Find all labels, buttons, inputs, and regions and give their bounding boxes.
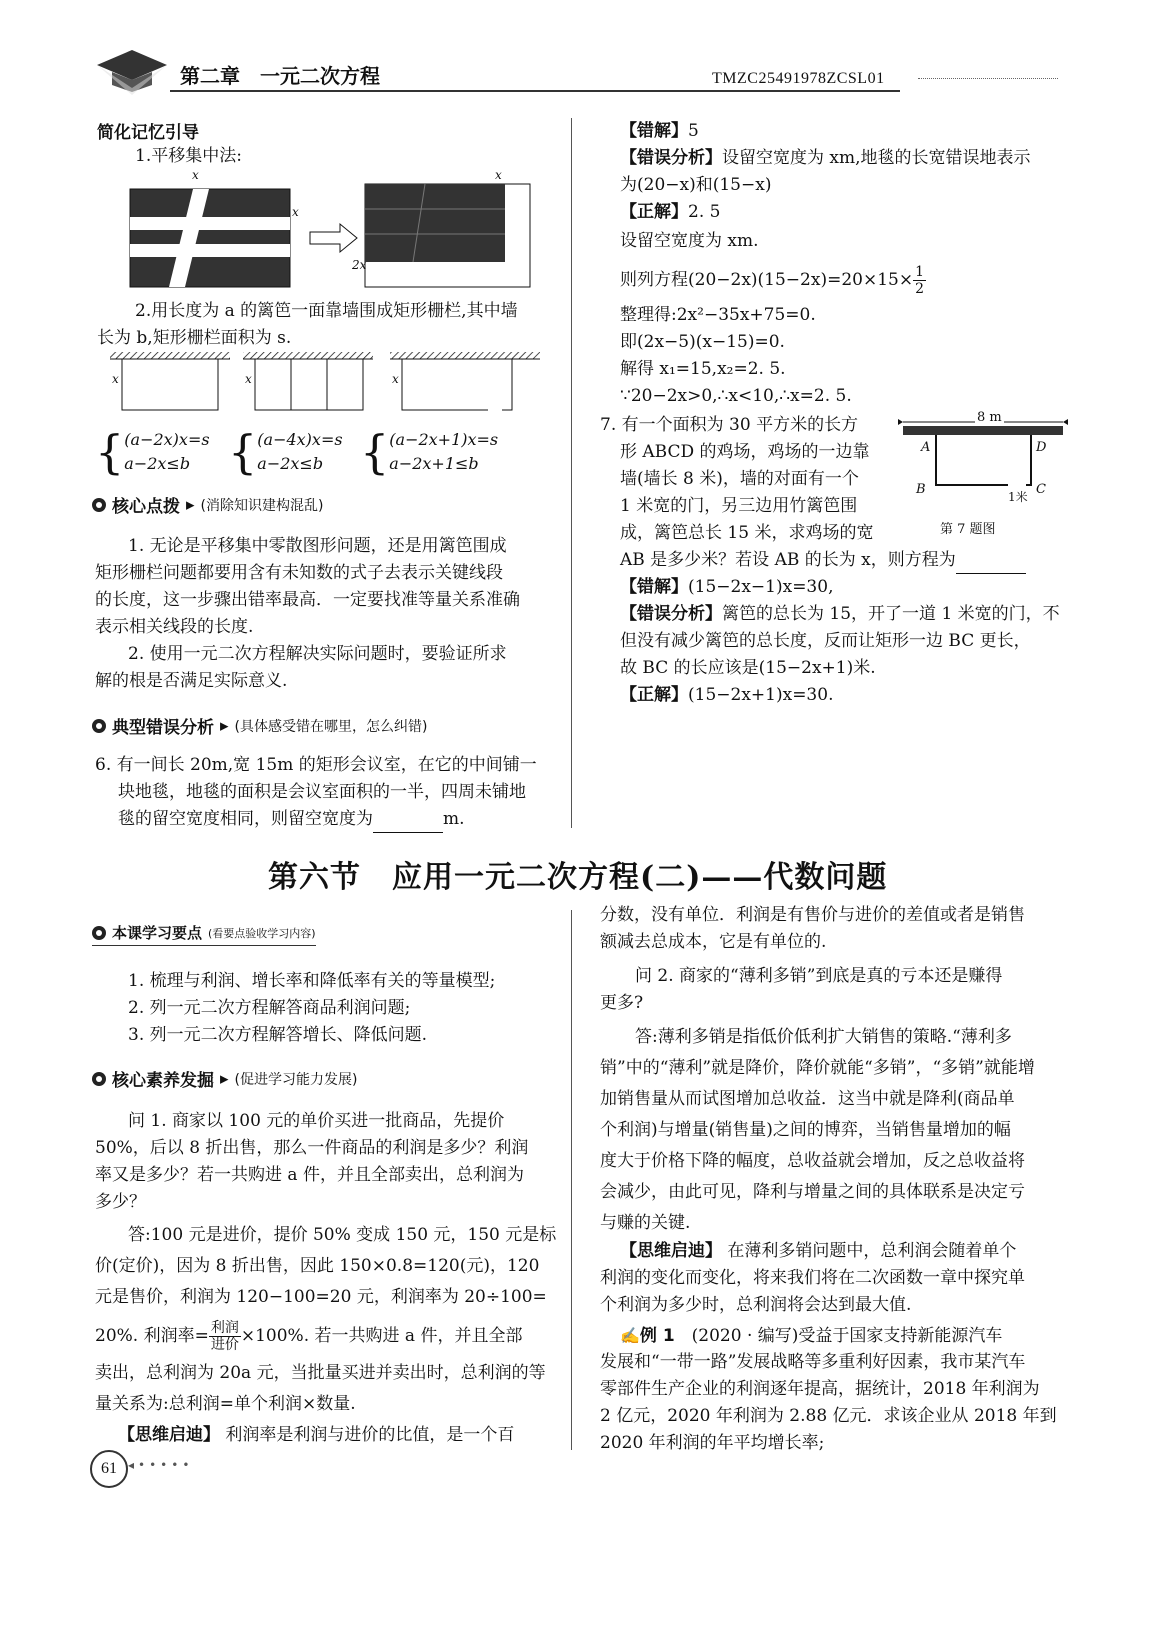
example-line-3: 零部件生产企业的利润逐年提高，据统计，2018 年利润为 — [600, 1379, 1040, 1399]
q7-correct-line — [620, 682, 833, 709]
q7-l6-text: AB 是多少米？若设 AB 的长为 x，则方程为 — [620, 550, 956, 570]
q7-l6 — [620, 547, 1026, 574]
q7-l4: 1 米宽的门，另三边用竹篱笆围 — [620, 496, 858, 516]
example-line-4: 2 亿元，2020 年利润为 2.88 亿元．求该企业从 2018 年到 — [600, 1406, 1057, 1426]
a2-l4: 个利润)与增量(销售量)之间的博弈，当销售量增加的幅 — [600, 1120, 1011, 1140]
analysis-label: 【错误分析】 — [620, 148, 722, 168]
cont-l1: 分数，没有单位．利润是有售价与进价的差值或者是销售 — [600, 905, 1025, 925]
step-2 — [620, 264, 926, 297]
q1-l2: 50%，后以 8 折出售，那么一件商品的利润是多少？利润 — [95, 1138, 529, 1158]
wrong-label: 【错解】 — [620, 121, 688, 141]
error-heading — [92, 713, 427, 738]
analysis-line2: 为(20−x)和(15−x) — [620, 175, 772, 195]
core-p1-l2: 矩形栅栏问题都要用含有未知数的式子去表示关键线段 — [95, 563, 503, 583]
a2-l7: 与赚的关键. — [600, 1213, 691, 1233]
book-code: TMZC25491978ZCSL01 — [712, 70, 885, 87]
column-divider-bottom — [571, 910, 572, 1450]
think-text-right-1: 在薄利多销问题中，总利润会随着单个 — [727, 1241, 1017, 1261]
fence-label-x1: x — [112, 372, 119, 386]
a1-l2: 价(定价)，因为 8 折出售，因此 150×0.8=120(元)，120 — [95, 1256, 540, 1276]
wrong-answer: 5 — [688, 121, 699, 141]
system-3: { (a−2x+1)x=s a−2x+1≤b — [360, 425, 499, 479]
step-2-text: 则列方程(20−2x)(15−2x)=20×15× — [620, 270, 914, 290]
q6-answer-blank[interactable] — [373, 814, 443, 833]
think-label-right: 【思维启迪】 — [620, 1241, 722, 1261]
frac-den: 2 — [915, 281, 925, 297]
chapter-title: 第二章 一元二次方程 — [180, 64, 380, 88]
step-5: 解得 x₁=15,x₂=2. 5. — [620, 359, 786, 379]
think-line-right-2: 利润的变化而变化，将来我们将在二次函数一章中探究单 — [600, 1268, 1025, 1288]
step-1: 设留空宽度为 xm. — [620, 231, 759, 251]
profit-rate-fraction — [209, 1320, 241, 1353]
header-rule — [170, 90, 900, 92]
fig-label-x-right: x — [292, 205, 299, 219]
example-line-5: 2020 年利润的年平均增长率; — [600, 1433, 825, 1453]
page-number-badge — [90, 1450, 128, 1488]
q7-analysis-label: 【错误分析】 — [620, 604, 722, 624]
graduation-cap-icon — [92, 40, 172, 95]
q7-correct-label: 【正解】 — [620, 685, 688, 705]
a1-l4 — [95, 1320, 522, 1353]
lit-title: 核心素养发掘 — [112, 1071, 214, 1091]
q6-l3-text: 毯的留空宽度相同，则留空宽度为 — [118, 809, 373, 829]
q7-analysis-l2: 但没有减少篱笆的总长度，反而让矩形一边 BC 更长， — [620, 631, 1031, 651]
item1-text: 1.平移集中法: — [135, 146, 242, 166]
literacy-heading — [92, 1066, 357, 1091]
q1-l3: 率又是多少？若一共购进 a 件，并且全部卖出，总利润为 — [95, 1165, 524, 1185]
analysis-text1: 设留空宽度为 xm,地毯的长宽错误地表示 — [722, 148, 1031, 168]
triangle-icon: ▸ — [220, 1068, 229, 1089]
cont-l2: 额减去总成本，它是有单位的. — [600, 932, 827, 952]
example-line-2: 发展和“一带一路”发展战略等多重利好因素，我市某汽车 — [600, 1352, 1026, 1372]
system-1-eq: (a−2x)x=s — [124, 430, 210, 449]
think-line-left — [118, 1422, 514, 1449]
q6-l1: 6. 有一间长 20m,宽 15m 的矩形会议室，在它的中间铺一 — [95, 755, 537, 775]
point-2: 2. 列一元二次方程解答商品利润问题; — [128, 998, 411, 1018]
point-1: 1. 梳理与利润、增长率和降低率有关的等量模型; — [128, 971, 496, 991]
core-p1-l3: 的长度，这一步骤出错率最高．一定要找准等量关系准确 — [95, 590, 520, 610]
fence-label-x2: x — [245, 372, 252, 386]
a1-l4-text2: ×100%. 若一共购进 a 件，并且全部 — [240, 1326, 523, 1346]
header-dots — [918, 78, 1058, 79]
fig-label-2x: 2x — [352, 258, 367, 272]
fig7-wall-label: 8 m — [977, 410, 1002, 425]
key-sub: (看要点验收学习内容) — [208, 926, 316, 940]
a1-l6: 量关系为:总利润=单个利润×数量. — [95, 1394, 356, 1414]
correct-answer: 2. 5 — [688, 202, 721, 222]
correct-line — [620, 199, 720, 226]
core-p1-l4: 表示相关线段的长度. — [95, 617, 254, 637]
system-3-eq: (a−2x+1)x=s — [389, 430, 499, 449]
q7-wrong-line — [620, 574, 833, 601]
lit-sub: (促进学习能力发展) — [234, 1071, 358, 1088]
item2-line2: 长为 b,矩形栅栏面积为 s. — [97, 328, 292, 348]
fig-label-x-top2: x — [495, 168, 502, 182]
q7-l5: 成，篱笆总长 15 米，求鸡场的宽 — [620, 523, 874, 543]
figure-7 — [898, 412, 1068, 512]
half-fraction — [913, 264, 926, 297]
fence-figures — [110, 350, 550, 420]
fig7-label-a: A — [921, 440, 931, 455]
example-label: 例 1 — [639, 1326, 675, 1346]
system-2: { (a−4x)x=s a−2x≤b — [228, 425, 343, 479]
column-divider-top — [571, 118, 572, 828]
key-points-heading — [92, 922, 316, 946]
q7-l1: 7. 有一个面积为 30 平方米的长方 — [600, 415, 859, 435]
section-bullet-icon — [92, 926, 106, 940]
step-4: 即(2x−5)(x−15)=0. — [620, 332, 785, 352]
fig-label-x-top: x — [192, 168, 199, 182]
profit-frac-num: 利润 — [210, 1320, 239, 1336]
err-sub: (具体感受错在哪里，怎么纠错) — [234, 718, 428, 735]
triangle-icon: ▸ — [186, 494, 195, 515]
correct-label: 【正解】 — [620, 202, 688, 222]
analysis-line1 — [620, 145, 1031, 172]
think-line-right-1 — [620, 1238, 1016, 1265]
q2-l1: 问 2. 商家的“薄利多销”到底是真的亏本还是赚得 — [635, 966, 1003, 986]
fig7-label-b: B — [916, 482, 926, 497]
a1-l1: 答:100 元是进价，提价 50% 变成 150 元，150 元是标 — [128, 1225, 557, 1245]
system-2-ineq: a−2x≤b — [257, 454, 324, 473]
core-sub: (消除知识建构混乱) — [200, 497, 324, 514]
fig7-door-label: 1米 — [1008, 490, 1028, 504]
a1-l5: 卖出，总利润为 20a 元，当批量买进并卖出时，总利润的等 — [95, 1363, 546, 1383]
q7-answer-blank[interactable] — [956, 555, 1026, 574]
core-p1-l1: 1. 无论是平移集中零散图形问题，还是用篱笆围成 — [128, 536, 507, 556]
q2-l2: 更多? — [600, 993, 644, 1013]
example-text-1: (2020 · 编写)受益于国家支持新能源汽车 — [691, 1326, 1003, 1346]
key-title: 本课学习要点 — [112, 924, 203, 942]
item2-line1: 2.用长度为 a 的篱笆一面靠墙围成矩形栅栏,其中墙 — [135, 301, 518, 321]
q7-wrong-answer: (15−2x−1)x=30, — [688, 577, 834, 597]
q7-wrong-label: 【错解】 — [620, 577, 688, 597]
core-title: 核心点拨 — [112, 497, 180, 517]
system-1: { (a−2x)x=s a−2x≤b — [95, 425, 210, 479]
system-2-eq: (a−4x)x=s — [257, 430, 343, 449]
section-bullet-icon — [92, 719, 106, 733]
checkmark-pen-icon: ✍ — [620, 1326, 640, 1345]
fig7-label-d: D — [1036, 440, 1047, 455]
think-text-left: 利润率是利润与进价的比值，是一个百 — [225, 1425, 515, 1445]
a2-l3: 加销售量从而试图增加总收益．这当中就是降利(商品单 — [600, 1089, 1015, 1109]
q7-l2: 形 ABCD 的鸡场，鸡场的一边靠 — [620, 442, 870, 462]
section-bullet-icon — [92, 1072, 106, 1086]
system-3-ineq: a−2x+1≤b — [389, 454, 479, 473]
a2-l2: 销”中的“薄利”就是降价，降价就能“多销”，“多销”就能增 — [600, 1058, 1035, 1078]
fig7-label-c: C — [1036, 482, 1046, 497]
think-label-left: 【思维启迪】 — [118, 1425, 220, 1445]
point-3: 3. 列一元二次方程解答增长、降低问题. — [128, 1025, 428, 1045]
example-line-1 — [620, 1322, 1002, 1350]
profit-frac-den: 进价 — [210, 1337, 239, 1353]
a1-l4-text: 20%. 利润率= — [95, 1326, 209, 1346]
section-bullet-icon — [92, 498, 106, 512]
core-p2-l1: 2. 使用一元二次方程解决实际问题时，要验证所求 — [128, 644, 507, 664]
q7-l3: 墙(墙长 8 米)，墙的对面有一个 — [620, 469, 859, 489]
a2-l5: 度大于价格下降的幅度，总收益就会增加，反之总收益将 — [600, 1151, 1025, 1171]
q7-analysis-l3: 故 BC 的长应该是(15−2x+1)米. — [620, 658, 876, 678]
a2-l6: 会减少，由此可见，降利与增量之间的具体联系是决定亏 — [600, 1182, 1025, 1202]
translation-figure — [125, 172, 535, 292]
memory-title: 简化记忆引导 — [97, 123, 199, 143]
step-3: 整理得:2x²−35x+75=0. — [620, 305, 816, 325]
step-6: ∵20−2x>0,∴x<10,∴x=2. 5. — [620, 386, 852, 406]
think-line-right-3: 个利润为多少时，总利润将会达到最大值. — [600, 1295, 912, 1315]
fig7-caption: 第 7 题图 — [940, 522, 996, 537]
q6-l2: 块地毯，地毯的面积是会议室面积的一半，四周未铺地 — [118, 782, 526, 802]
triangle-icon: ▸ — [220, 715, 229, 736]
page-number: 61 — [101, 1460, 117, 1477]
err-title: 典型错误分析 — [112, 718, 214, 738]
a1-l3: 元是售价，利润为 120−100=20 元，利润率为 20÷100= — [95, 1287, 547, 1307]
frac-num: 1 — [915, 264, 925, 280]
core-p2-l2: 解的根是否满足实际意义. — [95, 671, 288, 691]
q7-analysis-text1: 篱笆的总长为 15，开了一道 1 米宽的门，不 — [722, 604, 1060, 624]
page-number-dots: ◂••••• — [128, 1458, 194, 1472]
fence-label-x3: x — [392, 372, 399, 386]
q1-l4: 多少？ — [95, 1192, 146, 1212]
q7-analysis-l1 — [620, 601, 1060, 628]
q6-unit: m. — [443, 809, 465, 829]
wrong-answer-line — [620, 118, 699, 145]
section-title: 第六节 应用一元二次方程(二)——代数问题 — [268, 860, 888, 895]
q1-l1: 问 1. 商家以 100 元的单价买进一批商品，先提价 — [128, 1111, 505, 1131]
q7-correct-answer: (15−2x+1)x=30. — [688, 685, 834, 705]
core-heading — [92, 492, 323, 517]
system-1-ineq: a−2x≤b — [124, 454, 191, 473]
a2-l1: 答:薄利多销是指低价低利扩大销售的策略.“薄利多 — [635, 1027, 1012, 1047]
q6-l3 — [118, 806, 465, 833]
